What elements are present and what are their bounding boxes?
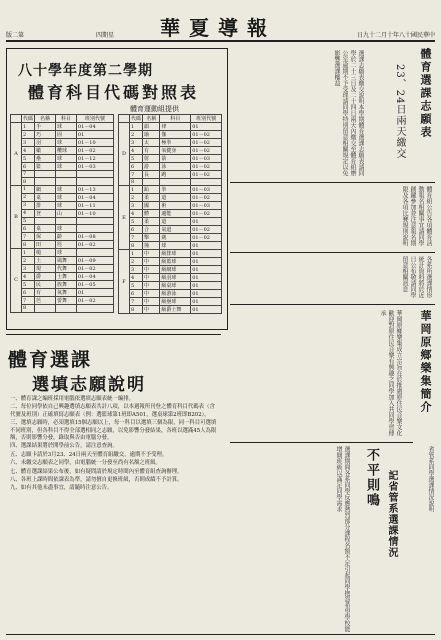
schedule-provider: 體育運動組提供 bbox=[130, 105, 179, 113]
sport-cell: 道 bbox=[160, 194, 191, 202]
name-cell: 有 bbox=[143, 147, 160, 155]
class-cell: 01－02 bbox=[191, 210, 222, 218]
name-cell: 跆 bbox=[143, 186, 160, 194]
code-cell: 8 bbox=[22, 305, 35, 312]
name-cell: 擊 bbox=[143, 234, 160, 242]
class-cell bbox=[76, 305, 113, 312]
article-headline-2: 選填志願說明 bbox=[32, 375, 146, 395]
code-cell: 1 bbox=[130, 250, 143, 258]
right-column-text-1: 選課志願表繳交說明本學期體育選課志願表請同學於二十三日及二十四日兩天內繳交至體育組辦公室逾期不予受理請同學特別留意相關規定以免影響選課權益 bbox=[333, 50, 364, 176]
table-row bbox=[119, 194, 222, 202]
name-cell: 網 bbox=[35, 185, 56, 193]
class-cell: 01 bbox=[191, 123, 222, 131]
code-cell: 5 bbox=[130, 155, 143, 163]
schedule-table-left-wrap bbox=[10, 114, 114, 313]
code-cell: 7 bbox=[22, 233, 35, 241]
schedule-title-line2: 體育科目代碼對照表 bbox=[28, 83, 200, 102]
table-row bbox=[11, 209, 114, 217]
name-cell bbox=[35, 217, 56, 224]
code-cell: 8 bbox=[22, 241, 35, 249]
table-row bbox=[11, 155, 114, 163]
name-cell: 橄 bbox=[35, 147, 56, 155]
table-row bbox=[119, 266, 222, 274]
article-paragraph: 三、選填志願時，必須選填15個志願以上，每一科目以選填三個為限，同一科目可選填不同班別，但各科目不得全部選相同之志願，以免影響分發結果，各班以選滿45人為限額，否則影響分發，錄取與否由電腦分發。 bbox=[10, 420, 217, 442]
table-row bbox=[11, 185, 114, 193]
code-cell: 1 bbox=[22, 185, 35, 193]
code-cell: 1 bbox=[22, 123, 35, 131]
article-body bbox=[10, 396, 220, 494]
sport-cell: 固 bbox=[55, 131, 76, 139]
sport-cell: 欖球 bbox=[55, 147, 76, 155]
masthead-rule bbox=[6, 40, 435, 42]
code-cell: 3 bbox=[22, 201, 35, 209]
table-row bbox=[11, 131, 114, 139]
sport-cell: 拳 bbox=[160, 186, 191, 194]
table-row bbox=[119, 282, 222, 290]
class-cell: 01－03 bbox=[76, 163, 113, 171]
name-cell: 手 bbox=[35, 123, 56, 131]
right-rule-4 bbox=[230, 442, 413, 443]
code-cell: 8 bbox=[22, 178, 35, 185]
name-cell: 芭 bbox=[35, 297, 56, 305]
name-cell: 中 bbox=[143, 258, 160, 266]
group-label: D bbox=[119, 123, 130, 186]
weekday-label: 四期星 bbox=[96, 32, 115, 39]
article-paragraph: 六、未繳交志願表之同學，由電腦統一分發至尚有名額之班級。 bbox=[10, 460, 161, 467]
class-cell: 01－02 bbox=[191, 147, 222, 155]
class-cell: 01－02 bbox=[76, 147, 113, 155]
name-cell: 壘 bbox=[35, 155, 56, 163]
code-cell: 7 bbox=[22, 297, 35, 305]
sport-cell: 士舞 bbox=[55, 273, 76, 281]
sport-cell: 律 bbox=[160, 123, 191, 131]
class-cell: 01－10 bbox=[76, 209, 113, 217]
name-cell: 中 bbox=[143, 274, 160, 282]
name-cell: 籃 bbox=[35, 163, 56, 171]
sport-cell bbox=[55, 171, 76, 178]
article-rule bbox=[6, 334, 221, 335]
code-cell: 5 bbox=[130, 282, 143, 290]
name-cell: 長 bbox=[143, 171, 160, 179]
sport-cell: 球 bbox=[55, 193, 76, 201]
sport-cell: 泳 bbox=[160, 163, 191, 171]
table-header-cell: 班別代號 bbox=[76, 115, 113, 123]
table-header-row bbox=[11, 115, 114, 123]
name-cell: 中 bbox=[143, 298, 160, 306]
schedule-table-right bbox=[118, 114, 222, 314]
code-cell: 1 bbox=[130, 123, 143, 131]
code-cell: 4 bbox=[22, 209, 35, 217]
table-row bbox=[119, 234, 222, 242]
right-heading-3: 記省管系選課情況 bbox=[386, 470, 397, 558]
table-row bbox=[119, 186, 222, 194]
table-header-cell: 科目 bbox=[160, 115, 191, 123]
table-row bbox=[11, 289, 114, 297]
class-cell: 01 bbox=[191, 274, 222, 282]
code-cell: 4 bbox=[22, 273, 35, 281]
class-cell: 01－03 bbox=[191, 202, 222, 210]
sport-cell: 風舞 bbox=[55, 257, 76, 265]
class-cell bbox=[191, 179, 222, 186]
name-cell: 桌 bbox=[35, 193, 56, 201]
table-header-cell: 名稱 bbox=[143, 115, 160, 123]
right-rule-2 bbox=[230, 252, 435, 253]
name-cell: 排 bbox=[35, 201, 56, 209]
table-row bbox=[119, 226, 222, 234]
name-cell: 保 bbox=[35, 233, 56, 241]
class-cell: 01－08 bbox=[76, 233, 113, 241]
article-paragraph: 七、體育選課結果公布後，如有疑問請於規定時間內至體育組查詢辦理。 bbox=[10, 468, 183, 475]
name-cell: 韻 bbox=[143, 123, 160, 131]
class-cell bbox=[76, 225, 113, 233]
sport-cell: 球 bbox=[55, 249, 76, 257]
table-header-cell: 代碼 bbox=[131, 116, 142, 122]
right-column-text-2: 體育組公告各項體育活動報名相關事宜請同學踴躍參加並注意報名期限及各項比賽規則說明 bbox=[401, 186, 432, 246]
code-cell: 3 bbox=[130, 266, 143, 274]
sport-cell: 蕾舞 bbox=[55, 297, 76, 305]
table-row bbox=[11, 241, 114, 249]
name-cell: 羽 bbox=[35, 139, 56, 147]
sport-cell: 球 bbox=[55, 123, 76, 131]
sidebar-heading: 體育選課志願表 bbox=[419, 48, 432, 139]
table-row bbox=[11, 249, 114, 257]
right-column-text-5: 選課期間各系同學反應熱烈部分課程名額不足引起同學抱怨希望學校能增開班級以滿足同學需求 bbox=[335, 446, 350, 632]
sport-cell: 極拳 bbox=[160, 139, 191, 147]
class-cell: 01－04 bbox=[76, 193, 113, 201]
name-cell: 巧 bbox=[35, 131, 56, 139]
sport-cell: 族舞 bbox=[55, 281, 76, 289]
table-row bbox=[119, 274, 222, 282]
code-cell: 6 bbox=[130, 226, 143, 234]
code-cell: 5 bbox=[22, 217, 35, 224]
code-cell: 8 bbox=[130, 306, 143, 314]
code-cell: 4 bbox=[130, 147, 143, 155]
class-cell: 01 bbox=[191, 218, 222, 226]
table-row bbox=[119, 131, 222, 139]
table-row bbox=[11, 139, 114, 147]
sport-cell: 氣道 bbox=[160, 226, 191, 234]
class-cell: 01－02 bbox=[191, 163, 222, 171]
table-row bbox=[11, 217, 114, 224]
bottom-rule bbox=[6, 634, 435, 635]
name-cell: 中 bbox=[143, 290, 160, 298]
name-cell: 中 bbox=[143, 306, 160, 314]
group-label: F bbox=[119, 250, 130, 314]
class-cell: 01－02 bbox=[191, 139, 222, 147]
code-cell: 3 bbox=[130, 139, 143, 147]
sport-cell: 徑 bbox=[55, 241, 76, 249]
sport-cell: 級羽球 bbox=[160, 274, 191, 282]
schedule-table-left bbox=[10, 114, 114, 313]
name-cell: 爵 bbox=[35, 273, 56, 281]
sport-cell: 級游泳 bbox=[160, 290, 191, 298]
code-cell: 1 bbox=[22, 249, 35, 257]
class-cell: 01 bbox=[76, 131, 113, 139]
code-cell: 4 bbox=[22, 147, 35, 155]
class-cell: 01 bbox=[191, 306, 222, 314]
table-row bbox=[119, 258, 222, 266]
article-headline-1: 體育選課 bbox=[8, 349, 93, 371]
code-cell: 6 bbox=[130, 163, 143, 171]
table-row bbox=[119, 298, 222, 306]
table-header-cell: 班別代號 bbox=[191, 115, 222, 123]
sport-cell: 代舞 bbox=[55, 265, 76, 273]
name-cell: 國 bbox=[143, 202, 160, 210]
sport-cell: 箭 bbox=[160, 155, 191, 163]
article-paragraph: 二、每位同學依自己興趣選填志願表共計八項，以本週報所刊登之體育科目代碼表（含代號及班別）正確填寫志願表（例：選籃球第1班即A501，選桌球第2班即B202）。 bbox=[10, 404, 215, 418]
code-cell: 6 bbox=[130, 290, 143, 298]
sport-cell: 球 bbox=[55, 163, 76, 171]
code-cell: 4 bbox=[130, 274, 143, 282]
sport-cell bbox=[55, 217, 76, 224]
table-row bbox=[11, 257, 114, 265]
code-cell: 2 bbox=[130, 194, 143, 202]
table-row bbox=[11, 147, 114, 155]
code-cell: 7 bbox=[130, 298, 143, 306]
table-row bbox=[119, 242, 222, 250]
sport-cell: 級壘球 bbox=[160, 298, 191, 306]
sport-cell: 適能 bbox=[160, 210, 191, 218]
class-cell: 01－02 bbox=[76, 265, 113, 273]
table-row bbox=[11, 225, 114, 233]
table-row bbox=[119, 202, 222, 210]
sport-cell: 氧健身 bbox=[160, 147, 191, 155]
code-cell: 4 bbox=[130, 210, 143, 218]
right-column-text-4: 華岡原鄉樂集成立宗旨在於推廣原住民音樂文化歡迎對原住民音樂有興趣之同學加入共同學習傳承 bbox=[379, 310, 402, 436]
issue-date: 日九十二月十年八十國民華中 bbox=[356, 32, 435, 39]
table-row bbox=[119, 163, 222, 171]
table-row bbox=[119, 139, 222, 147]
name-cell: 桌 bbox=[35, 225, 56, 233]
name-cell: 中 bbox=[143, 282, 160, 290]
name-cell: 游 bbox=[143, 163, 160, 171]
code-cell: 7 bbox=[130, 234, 143, 242]
table-header-cell: 科目 bbox=[55, 115, 76, 123]
name-cell bbox=[35, 178, 56, 185]
code-cell: 8 bbox=[130, 179, 143, 186]
article-paragraph: 八、各班上課時間依課表為準，請勿擅自更換班級，否則成績不予計算。 bbox=[10, 477, 183, 484]
table-row bbox=[11, 171, 114, 178]
sport-cell bbox=[160, 179, 191, 186]
class-cell: 01－11 bbox=[76, 201, 113, 209]
table-row bbox=[119, 210, 222, 218]
class-cell: 01－02 bbox=[191, 131, 222, 139]
code-cell: 1 bbox=[130, 186, 143, 194]
name-cell bbox=[35, 171, 56, 178]
name-cell: 太 bbox=[143, 139, 160, 147]
right-rule-1 bbox=[230, 182, 435, 183]
table-row bbox=[11, 123, 114, 131]
right-rule-3 bbox=[230, 304, 435, 305]
class-cell: 01－02 bbox=[76, 241, 113, 249]
name-cell: 合 bbox=[143, 226, 160, 234]
group-label: E bbox=[119, 186, 130, 250]
name-cell: 土 bbox=[35, 257, 56, 265]
class-cell: 01 bbox=[191, 282, 222, 290]
class-cell: 01－03 bbox=[191, 186, 222, 194]
table-row bbox=[11, 193, 114, 201]
article-paragraph: 九、如有其他未盡事宜，請隨時注意公告。 bbox=[10, 485, 113, 492]
sport-cell: 級爵士舞 bbox=[160, 306, 191, 314]
code-cell: 7 bbox=[22, 171, 35, 178]
table-row bbox=[11, 201, 114, 209]
sport-cell bbox=[55, 305, 76, 312]
table-row bbox=[11, 265, 114, 273]
table-header-cell: 代碼 bbox=[23, 116, 34, 122]
name-cell: 瑜 bbox=[143, 131, 160, 139]
sport-cell: 氧舞 bbox=[55, 289, 76, 297]
name-cell: 民 bbox=[35, 281, 56, 289]
sport-cell: 球 bbox=[55, 139, 76, 147]
table-row bbox=[11, 233, 114, 241]
class-cell: 01－12 bbox=[76, 155, 113, 163]
right-heading-1: 華岡原鄉樂集簡介 bbox=[419, 310, 432, 414]
table-row bbox=[119, 306, 222, 314]
name-cell: 登 bbox=[35, 209, 56, 217]
right-column-text-3: 各系所選課情形統計資料將於近日公布敬請同學留意相關訊息 bbox=[401, 256, 432, 298]
name-cell: 有 bbox=[35, 289, 56, 297]
class-cell: 01 bbox=[191, 250, 222, 258]
code-cell: 6 bbox=[22, 225, 35, 233]
sport-cell: 伽 bbox=[160, 131, 191, 139]
table-row bbox=[11, 305, 114, 312]
code-cell: 2 bbox=[22, 131, 35, 139]
class-cell: 01 bbox=[191, 266, 222, 274]
sport-cell: 球 bbox=[55, 201, 76, 209]
table-row bbox=[11, 273, 114, 281]
class-cell bbox=[76, 249, 113, 257]
code-cell: 5 bbox=[22, 155, 35, 163]
sport-cell bbox=[55, 178, 76, 185]
table-row bbox=[11, 178, 114, 185]
sport-cell: 齡 bbox=[55, 233, 76, 241]
code-cell: 2 bbox=[22, 257, 35, 265]
schedule-table-right-wrap bbox=[118, 114, 222, 314]
class-cell: 01－05 bbox=[76, 281, 113, 289]
sport-cell: 級籃球 bbox=[160, 258, 191, 266]
table-row bbox=[119, 147, 222, 155]
article-paragraph: 一、體育課之編班採用電腦依選填志願表統一編排。 bbox=[10, 396, 134, 402]
code-cell: 3 bbox=[22, 139, 35, 147]
sport-cell: 劍 bbox=[160, 234, 191, 242]
right-heading-2: 不平則鳴 bbox=[364, 448, 379, 508]
name-cell: 柔 bbox=[143, 218, 160, 226]
code-cell: 7 bbox=[130, 171, 143, 179]
code-cell: 2 bbox=[130, 258, 143, 266]
name-cell: 體 bbox=[143, 210, 160, 218]
table-row bbox=[119, 155, 222, 163]
newspaper-title: 華夏導報 bbox=[160, 16, 276, 40]
sport-cell: 山 bbox=[55, 209, 76, 217]
class-cell: 01 bbox=[191, 258, 222, 266]
sport-cell: 球 bbox=[55, 185, 76, 193]
class-cell: 01 bbox=[191, 242, 222, 250]
table-row bbox=[119, 218, 222, 226]
name-cell bbox=[143, 179, 160, 186]
class-cell: 01 bbox=[191, 290, 222, 298]
class-cell: 01－09 bbox=[76, 257, 113, 265]
group-header-cell bbox=[119, 115, 130, 123]
class-cell: 01－04 bbox=[76, 273, 113, 281]
table-row bbox=[119, 290, 222, 298]
code-cell: 6 bbox=[22, 289, 35, 297]
table-row bbox=[119, 250, 222, 258]
code-cell: 5 bbox=[130, 218, 143, 226]
class-cell: 01－03 bbox=[191, 155, 222, 163]
code-cell: 8 bbox=[130, 242, 143, 250]
class-cell: 01－10 bbox=[76, 139, 113, 147]
class-cell: 01－02 bbox=[191, 234, 222, 242]
name-cell bbox=[35, 305, 56, 312]
sport-cell: 術 bbox=[160, 202, 191, 210]
group-label: C bbox=[11, 249, 22, 312]
sport-cell: 級網球 bbox=[160, 266, 191, 274]
sidebar-subheading: 23、24日兩天繳交 bbox=[394, 64, 405, 160]
name-cell: 射 bbox=[143, 155, 160, 163]
code-cell: 3 bbox=[130, 202, 143, 210]
table-row bbox=[11, 281, 114, 289]
sport-cell: 級排球 bbox=[160, 250, 191, 258]
edition-label: 版二第 bbox=[6, 32, 25, 39]
table-header-row bbox=[119, 115, 222, 123]
code-cell: 2 bbox=[22, 193, 35, 201]
class-cell: 01－02 bbox=[191, 226, 222, 234]
sport-cell: 球 bbox=[55, 225, 76, 233]
class-cell bbox=[76, 178, 113, 185]
class-cell: 01－13 bbox=[76, 185, 113, 193]
sport-cell: 球 bbox=[55, 155, 76, 163]
table-row bbox=[119, 123, 222, 131]
class-cell: 01－02 bbox=[191, 171, 222, 179]
code-cell: 2 bbox=[130, 131, 143, 139]
class-cell: 01 bbox=[191, 298, 222, 306]
class-cell: 01－02 bbox=[76, 297, 113, 305]
class-cell bbox=[76, 171, 113, 178]
class-cell bbox=[76, 217, 113, 224]
table-header-cell: 名稱 bbox=[35, 115, 56, 123]
name-cell: 槌 bbox=[35, 249, 56, 257]
class-cell: 01 bbox=[76, 289, 113, 297]
name-cell: 撞 bbox=[143, 242, 160, 250]
group-header-cell bbox=[11, 115, 22, 123]
code-cell: 5 bbox=[22, 281, 35, 289]
table-row bbox=[119, 171, 222, 179]
name-cell: 現 bbox=[35, 265, 56, 273]
name-cell: 柔 bbox=[143, 194, 160, 202]
code-cell: 3 bbox=[22, 265, 35, 273]
article-paragraph: 四、選課結果將於開學前公告，請注意查詢。 bbox=[10, 443, 118, 450]
name-cell: 中 bbox=[143, 266, 160, 274]
name-cell: 田 bbox=[35, 241, 56, 249]
sport-cell: 球 bbox=[160, 242, 191, 250]
group-label: B bbox=[11, 185, 22, 248]
table-row bbox=[11, 163, 114, 171]
sport-cell: 道 bbox=[160, 218, 191, 226]
article-paragraph: 五、志願卡請於3月23、24日兩天至體育組繳交，逾期不予受理。 bbox=[10, 451, 168, 458]
class-cell: 01－02 bbox=[191, 194, 222, 202]
name-cell: 中 bbox=[143, 250, 160, 258]
class-cell: 01－04 bbox=[76, 123, 113, 131]
schedule-title-line1: 八十學年度第二學期 bbox=[18, 63, 153, 79]
table-row bbox=[119, 179, 222, 186]
table-row bbox=[11, 297, 114, 305]
right-column-text-6: 省管系同學選課情況說明 bbox=[427, 446, 434, 512]
sport-cell: 跑 bbox=[160, 171, 191, 179]
group-label: A bbox=[11, 123, 22, 186]
code-cell: 6 bbox=[22, 163, 35, 171]
sport-cell: 級桌球 bbox=[160, 282, 191, 290]
